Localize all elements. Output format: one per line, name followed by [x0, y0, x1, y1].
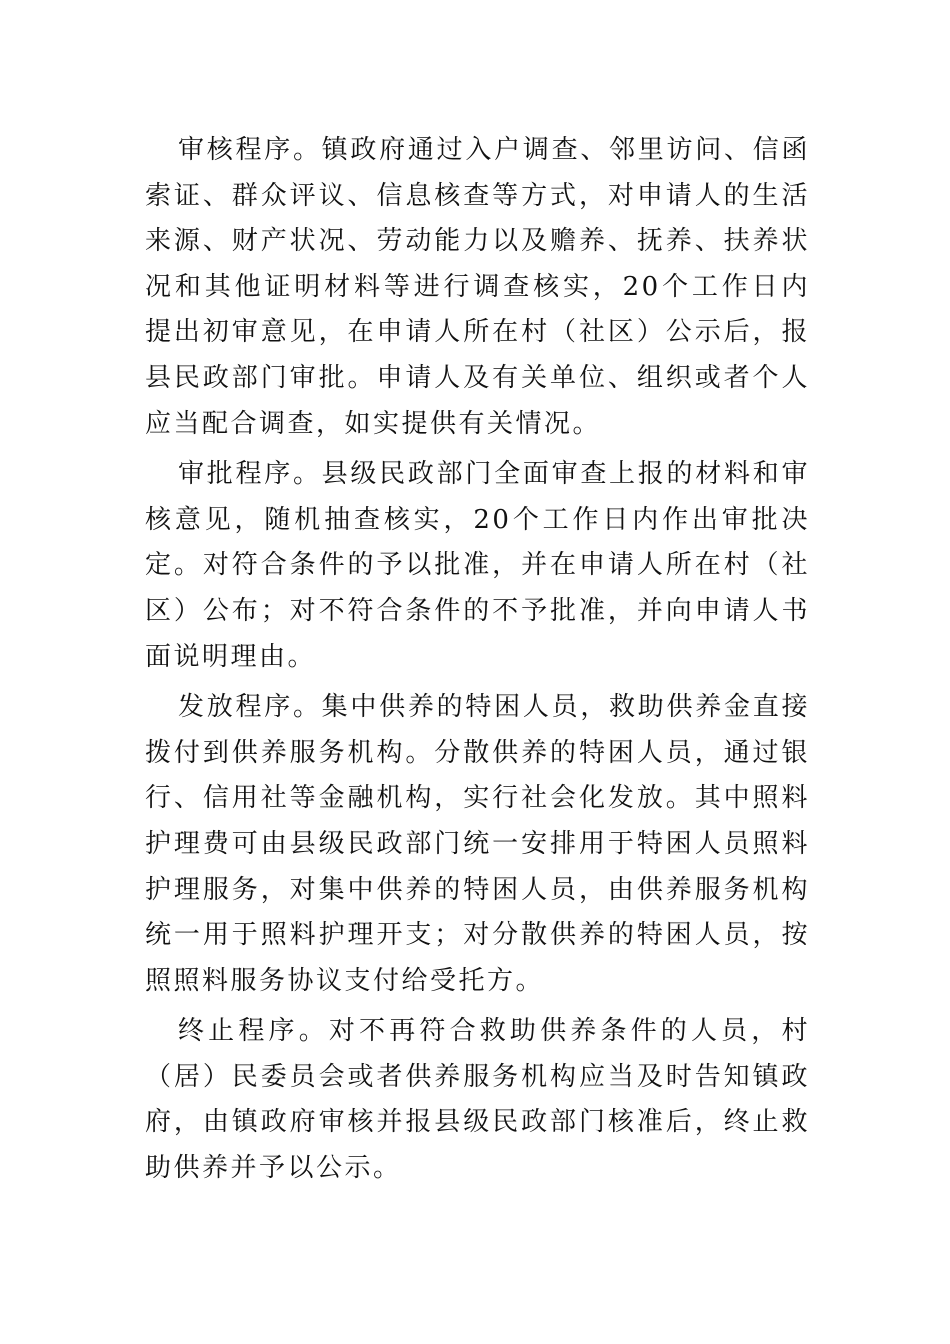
paragraph-approval-procedure: 审批程序。县级民政部门全面审查上报的材料和审核意见，随机抽查核实，20个工作日内作出审批决定。对符合条件的予以批准，并在申请人所在村（社区）公布；对不符合条件的不予批准，并向申请人书面说明理由。	[145, 459, 810, 672]
paragraph-review-procedure: 审核程序。镇政府通过入户调查、邻里访问、信函索证、群众评议、信息核查等方式，对申请人的生活来源、财产状况、劳动能力以及赡养、抚养、扶养状况和其他证明材料等进行调查核实，20个工作日内提出初审意见，在申请人所在村（社区）公示后，报县民政部门审批。申请人及有关单位、组织或者个人应当配合调查，如实提供有关情况。	[145, 135, 810, 439]
paragraph-termination-procedure: 终止程序。对不再符合救助供养条件的人员，村（居）民委员会或者供养服务机构应当及时告知镇政府，由镇政府审核并报县级民政部门核准后，终止救助供养并予以公示。	[145, 1016, 810, 1184]
paragraph-distribution-procedure: 发放程序。集中供养的特困人员，救助供养金直接拨付到供养服务机构。分散供养的特困人员，通过银行、信用社等金融机构，实行社会化发放。其中照料护理费可由县级民政部门统一安排用于特困人员照料护理服务，对集中供养的特困人员，由供养服务机构统一用于照料护理开支；对分散供养的特困人员，按照照料服务协议支付给受托方。	[145, 692, 810, 996]
document-body	[145, 128, 810, 1197]
